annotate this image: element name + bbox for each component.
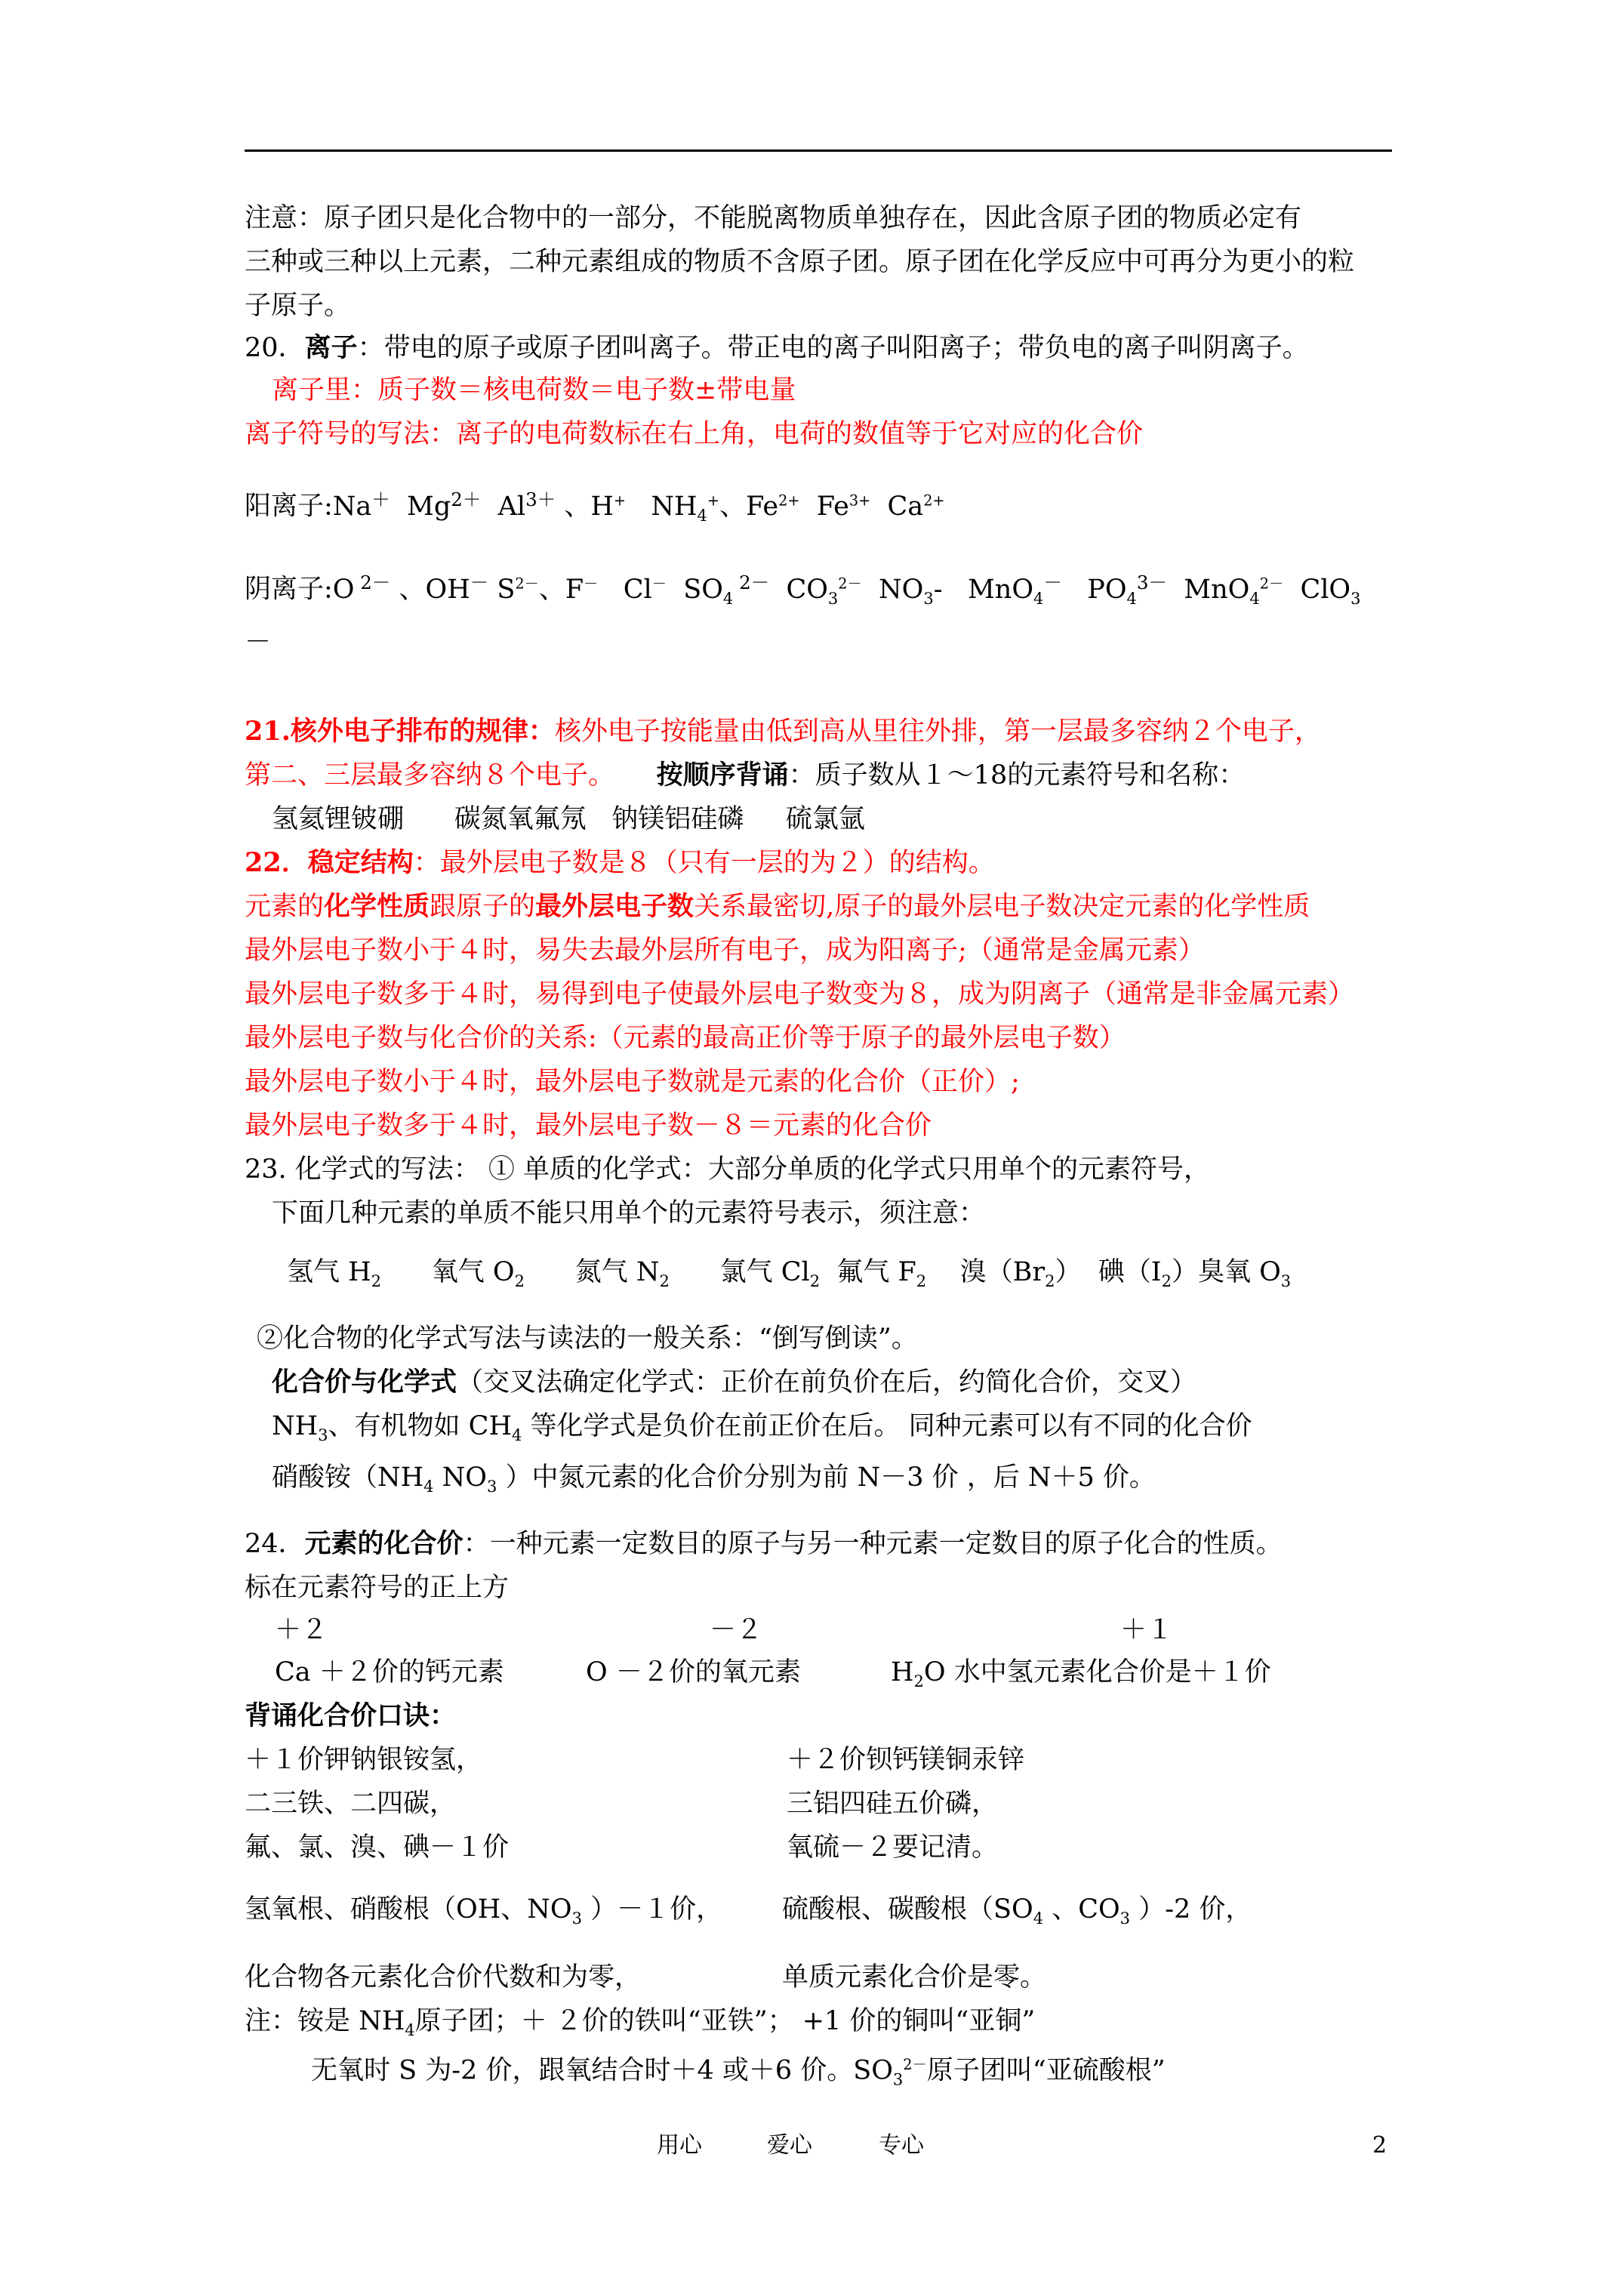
nitrate-line: 硝酸铵（$NH_4$ $NO_3$ ）中氮元素的化合价分别为前 N－3 价 ，后 N＋5 价。	[272, 1462, 1156, 1496]
note-line-2: 三种或三种以上元素，二种元素组成的物质不含原子团。原子团在化学反应中可再分为更小的粒	[245, 247, 1355, 277]
note-line-1: 注意：原子团只是化合物中的一部分，不能脱离物质单独存在，因此含原子团的物质必定有	[245, 203, 1302, 233]
section-21-line-2: 第二、三层最多容纳８个电子。 按顺序背诵：质子数从１～18的元素符号和名称：	[245, 760, 1246, 791]
mnemonic-right-3: 氧硫－２要记清。	[787, 1832, 999, 1863]
section-22-line-3: 最外层电子数小于４时，易失去最外层所有电子，成为阳离子;（通常是金属元素）	[245, 935, 1205, 966]
element-mnemonic: 氢氦锂铍硼 碳氮氧氟氖 钠镁铝硅磷 硫氯氩	[272, 804, 865, 834]
footer-slogan-2: 爱心	[767, 2132, 812, 2159]
mnemonic-heading: 背诵化合价口诀：	[245, 1700, 457, 1731]
compound-rule: ②化合物的化学式写法与读法的一般关系：“倒写倒读”。	[257, 1324, 918, 1354]
mnemonic-left-1: ＋１价钾钠银铵氢，	[245, 1745, 483, 1775]
diatomic-elements: 氢气 $H_2$ 氧气 $O_2$ 氮气 $N_2$ 氯气 $Cl_2$ 氟气 $F_2$ 溴$(Br_2)$ 碘$(I_2)$臭氧 $O_3$	[287, 1257, 1292, 1290]
footer-slogan-1: 用心	[657, 2132, 702, 2159]
valence-mark-2: －２	[710, 1615, 763, 1645]
section-22-line-5: 最外层电子数与化合价的关系:（元素的最高正价等于原子的最外层电子数）	[245, 1023, 1126, 1053]
section-24-line-1: 24．元素的化合价：一种元素一定数目的原子与另一种元素一定数目的原子化合的性质。	[245, 1528, 1283, 1559]
page-number: 2	[1372, 2132, 1387, 2159]
valence-mark-1: ＋２	[275, 1615, 328, 1645]
valence-example-3: $H_2O$ 水中氢元素化合价是＋１价	[891, 1657, 1271, 1690]
ion-rule-2: 离子符号的写法：离子的电荷数标在右上角，电荷的数值等于它对应的化合价	[245, 419, 1144, 449]
valence-mark-3: ＋１	[1120, 1615, 1174, 1645]
sum-right: 单质元素化合价是零。	[782, 1962, 1047, 1992]
cation-symbols: Na＋ $Mg^{2+}$ $Al^{3+}$ 、H+ $NH_4^+$、$Fe^{2+}$ $Fe^{3+}$ $Ca^{2+}$	[332, 488, 945, 525]
mnemonic-right-2: 三铝四硅五价磷，	[787, 1789, 999, 1819]
mnemonic-right-1: ＋２价钡钙镁铜汞锌	[787, 1745, 1025, 1775]
section-23-line-2: 下面几种元素的单质不能只用单个的元素符号表示，须注意：	[272, 1198, 986, 1228]
section-22-line-6: 最外层电子数小于４时，最外层电子数就是元素的化合价（正价）;	[245, 1067, 1020, 1097]
nh3-line: $NH_3$、有机物如 $CH_4$ 等化学式是负价在前正价在后。 同种元素可以有不同的化合价	[272, 1411, 1252, 1444]
section-22-line-1: 22．稳定结构：最外层电子数是８（只有一层的为２）的结构。	[245, 847, 995, 878]
section-24-line-2: 标在元素符号的正上方	[245, 1573, 510, 1603]
section-22-line-7: 最外层电子数多于４时，最外层电子数－８＝元素的化合价	[245, 1111, 932, 1141]
anion-list: 阴离子:O $^{2-}$ 、OH－ $S^{2-}$、F－ Cl－ $SO_4$ $^{2-}$ $CO_3^{2-}$ $NO_3-$ MnO$_4$－ $PO_4^{3-}$ MnO$_4^{2-}$ ClO$_3$	[245, 571, 1361, 608]
term-ion: 离子	[304, 332, 358, 363]
cation-list: 阳离子:Na＋ $Mg^{2+}$ $Al^{3+}$ 、H+ $NH_4^+$、$Fe^{2+}$ $Fe^{3+}$ $Ca^{2+}$	[245, 488, 945, 525]
section-23-line-1: 23. 化学式的写法： ① 单质的化学式：大部分单质的化学式只用单个的元素符号，	[245, 1154, 1211, 1185]
note-ammonium: 注：铵是 $NH_4$原子团；＋ ２价的铁叫“亚铁”； +1 价的铜叫“亚铜”	[245, 2006, 1036, 2039]
radical-left: 氢氧根、硝酸根（OH、$NO_3$ ）－１价，	[245, 1894, 723, 1928]
mnemonic-left-2: 二三铁、二四碳，	[245, 1789, 457, 1819]
radical-right: 硫酸根、碳酸根（$SO_4$ 、$CO_3$ ）-2 价，	[782, 1894, 1252, 1928]
header-rule	[245, 149, 1392, 152]
sum-left: 化合物各元素化合价代数和为零，	[245, 1962, 642, 1992]
section-22-line-2: 元素的化学性质跟原子的最外层电子数关系最密切,原子的最外层电子数决定元素的化学性质	[245, 891, 1310, 922]
ion-rule-1: 离子里：质子数＝核电荷数＝电子数±带电量	[272, 375, 796, 405]
note-line-3: 子原子。	[245, 291, 351, 321]
section-22-line-4: 最外层电子数多于４时，易得到电子使最外层电子数变为８，成为阴离子（通常是非金属元素）	[245, 979, 1355, 1009]
section-20-line: 20．离子：带电的原子或原子团叫离子。带正电的离子叫阳离子；带负电的离子叫阴离子。	[245, 332, 1309, 363]
section-21-line-1: 21.核外电子排布的规律：核外电子按能量由低到高从里往外排，第一层最多容纳２个电子，	[245, 716, 1321, 747]
anion-list-wrap: －	[245, 627, 272, 658]
valence-formula-line: 化合价与化学式（交叉法确定化学式：正价在前负价在后，约简化合价，交叉）	[272, 1367, 1197, 1398]
footer-slogan-3: 专心	[879, 2132, 924, 2159]
mnemonic-left-3: 氟、氯、溴、碘－１价	[245, 1832, 510, 1863]
anion-symbols: O $^{2-}$ 、OH－ $S^{2-}$、F－ Cl－ $SO_4$ $^{2-}$ $CO_3^{2-}$ $NO_3-$ MnO$_4$－ $PO_4^{3-}$ MnO$_4^{2-}$ ClO$_3$	[332, 571, 1361, 608]
valence-example-2: O －２价的氧元素	[586, 1657, 801, 1687]
valence-example-1: Ca ＋２价的钙元素	[275, 1657, 504, 1687]
note-sulfur: 无氧时 S 为-2 价，跟氧结合时＋4 或＋6 价。$SO_3^{2-}$原子团叫“亚硫酸根”	[311, 2055, 1166, 2089]
